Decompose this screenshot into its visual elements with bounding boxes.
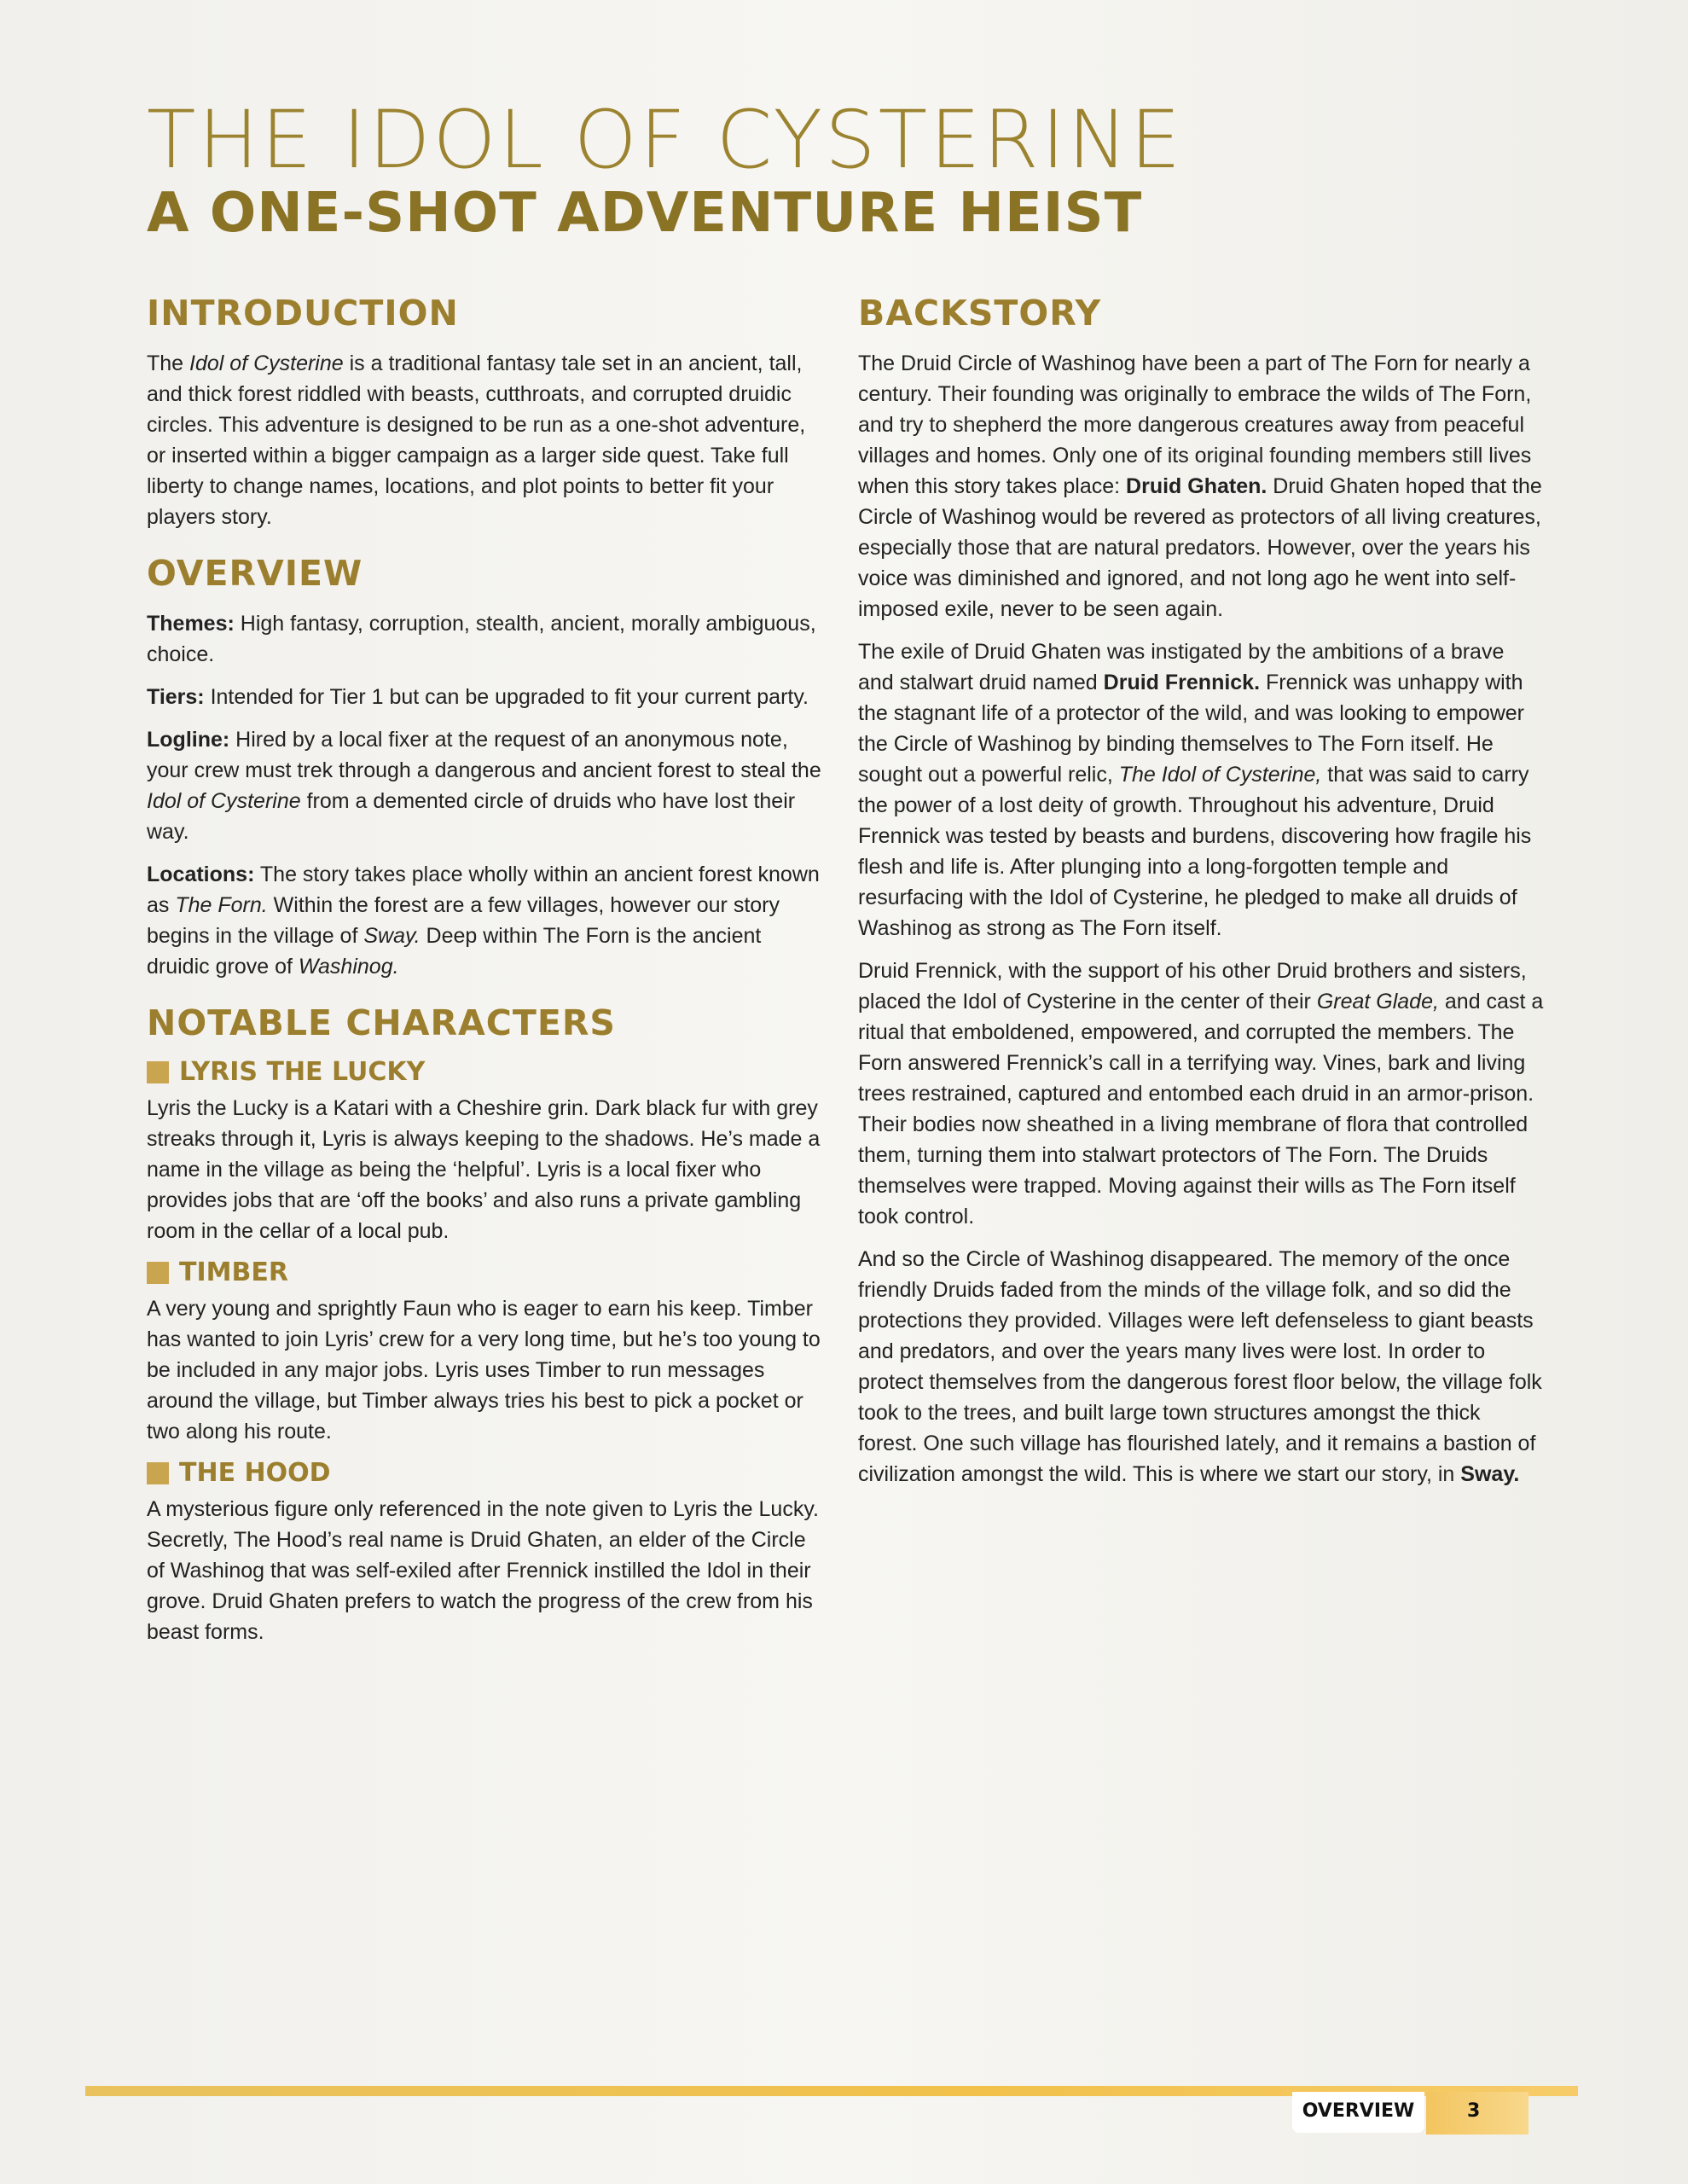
footer-section-label: OVERVIEW [1302, 2100, 1415, 2122]
text-run: The Idol of Cysterine, [1118, 763, 1322, 787]
text-run: Within the forest are a few villages, however our story begins in the village of [147, 893, 780, 949]
text-run: that was said to carry the power of a lost deity of growth. Throughout his adventure, Druid Frennick was tested by beasts and burdens, discovering how fragile his flesh and life is. After plunging into a long-forgotten temple and resurfacing with the Idol of Cysterine, he pledged to make all druids of Washinog as strong as The Forn itself. [858, 763, 1532, 941]
text-run: The [147, 351, 190, 376]
text-run: Lyris the Lucky is a Katari with a Cheshire grin. Dark black fur with grey streaks through it, Lyris is always keeping to the shadows. He’s made a name in the village as being the ‘helpful’. Lyris is a local fixer who provides jobs that are ‘off the books’ and also runs a private gambling room in the cellar of a local pub. [147, 1096, 821, 1244]
backstory-paragraph-1 [858, 348, 1545, 624]
text-run: Sway. [1460, 1462, 1520, 1487]
overview-themes [147, 608, 829, 670]
overview-locations [147, 859, 829, 982]
backstory-paragraph-4 [858, 1244, 1545, 1490]
text-run: and cast a ritual that emboldened, empowered, and corrupted the members. The Forn answered Frennick’s call in a terrifying way. Vines, bark and living trees restrained, captured and entombed each druid in an armor-prison. Their bodies now sheathed in a living membrane of flora that controlled them, turning them into stalwart protectors of The Forn. The Druids themselves were trapped. Moving against their wills as The Forn itself took control. [858, 990, 1544, 1229]
backstory-heading: BACKSTORY [858, 293, 1102, 334]
page-number: 3 [1467, 2100, 1481, 2122]
text-run: A mysterious figure only referenced in the note given to Lyris the Lucky. Secretly, The Hood’s real name is Druid Ghaten, an elder of the Circle of Washinog that was self-exiled after Frennick instilled the Idol in their grove. Druid Ghaten prefers to watch the progress of the crew from his beast forms. [147, 1497, 819, 1645]
left-column [147, 294, 829, 1670]
text-run: Druid Frennick, with the support of his other Druid brothers and sisters, placed the Idol of Cysterine in the center of their [858, 959, 1527, 1014]
characters-heading: NOTABLE CHARACTERS [147, 1002, 616, 1044]
overview-logline [147, 724, 829, 847]
square-bullet-icon [147, 1061, 169, 1083]
text-run: Tiers: [147, 685, 205, 710]
text-run: Deep within The Forn is the ancient druidic grove of [147, 924, 762, 979]
text-run: Druid Ghaten. [1126, 474, 1267, 499]
text-run: High fantasy, corruption, stealth, ancient, morally ambiguous, choice. [147, 612, 816, 667]
text-run: Idol of Cysterine [189, 351, 344, 376]
characters-section [147, 1004, 829, 1647]
backstory-paragraph-2 [858, 636, 1545, 944]
lyris-heading [147, 1058, 829, 1086]
text-run: A very young and sprightly Faun who is eager to earn his keep. Timber has wanted to join Lyris’ crew for a very long time, but he’s too young to be included in any major jobs. Lyris uses Timber to run messages around the village, but Timber always tries his best to pick a pocket or two along his route. [147, 1297, 821, 1444]
hood-description [147, 1494, 829, 1647]
text-run: The Druid Circle of Washinog have been a part of The Forn for nearly a century. Their founding was originally to embrace the wilds of The Forn, and try to shepherd the more dangerous creatures away from peaceful villages and homes. Only one of its original founding members still lives when this story takes place: [858, 351, 1532, 499]
text-run: Washinog. [298, 955, 399, 979]
document-title: THE IDOL OF CYSTERINE [147, 94, 1184, 187]
text-run: is a traditional fantasy tale set in an ancient, tall, and thick forest riddled with beasts, cutthroats, and corrupted druidic circles. This adventure is designed to be run as a one-shot adventure, or inserted within a bigger campaign as a larger side quest. Take full liberty to change names, locations, and plot points to better fit your players story. [147, 351, 806, 530]
text-run: The Forn. [175, 893, 268, 918]
introduction-paragraph [147, 348, 829, 532]
overview-heading: OVERVIEW [147, 553, 363, 595]
text-run: Themes: [147, 612, 235, 636]
timber-heading-text: TIMBER [179, 1258, 288, 1288]
text-run: Sway. [363, 924, 421, 949]
text-run: And so the Circle of Washinog disappeared. The memory of the once friendly Druids faded from the minds of the village folk, and so did the protections they provided. Villages were left defenseless to giant beasts and predators, and over the years many lives were lost. In order to protect themselves from the dangerous forest floor below, the village folk took to the trees, and built large town structures amongst the thick forest. One such village has flourished lately, and it remains a bastion of civilization amongst the wild. This is where we start our story, in [858, 1247, 1542, 1487]
backstory-paragraph-3 [858, 956, 1545, 1232]
timber-description [147, 1293, 829, 1447]
introduction-heading: INTRODUCTION [147, 293, 459, 334]
text-run: Great Glade, [1316, 990, 1439, 1014]
text-run: from a demented circle of druids who have lost their way. [147, 789, 796, 845]
text-run: Logline: [147, 728, 230, 752]
text-run: Hired by a local fixer at the request of an anonymous note, your crew must trek through a dangerous and ancient forest to steal the [147, 728, 821, 783]
backstory-section [858, 294, 1545, 1490]
overview-tiers [147, 682, 829, 712]
square-bullet-icon [147, 1462, 169, 1484]
text-run: Intended for Tier 1 but can be upgraded to fit your current party. [204, 685, 809, 710]
hood-heading [147, 1459, 829, 1487]
timber-heading [147, 1258, 829, 1287]
square-bullet-icon [147, 1262, 169, 1284]
text-run: Druid Frennick. [1103, 671, 1261, 695]
text-run: Idol of Cysterine [147, 789, 301, 814]
overview-section [147, 555, 829, 982]
lyris-description [147, 1093, 829, 1246]
text-run: Locations: [147, 863, 255, 887]
text-run: Frennick was unhappy with the stagnant life of a protector of the wild, and was looking to empower the Circle of Washinog by binding themselves to The Forn itself. He sought out a powerful relic, [858, 671, 1525, 787]
text-run: The exile of Druid Ghaten was instigated by the ambitions of a brave and stalwart druid named [858, 640, 1505, 695]
introduction-section [147, 294, 829, 532]
text-run: The story takes place wholly within an ancient forest known as [147, 863, 820, 918]
lyris-heading-text: LYRIS THE LUCKY [179, 1057, 426, 1088]
hood-heading-text: THE HOOD [179, 1458, 331, 1489]
text-run: Druid Ghaten hoped that the Circle of Washinog would be revered as protectors of all living creatures, especially those that are natural predators. However, over the years his voice was diminished and ignored, and not long ago he went into self-imposed exile, never to be seen again. [858, 474, 1542, 622]
document-subtitle: A ONE-SHOT ADVENTURE HEIST [147, 182, 1143, 245]
right-column [858, 294, 1545, 1512]
